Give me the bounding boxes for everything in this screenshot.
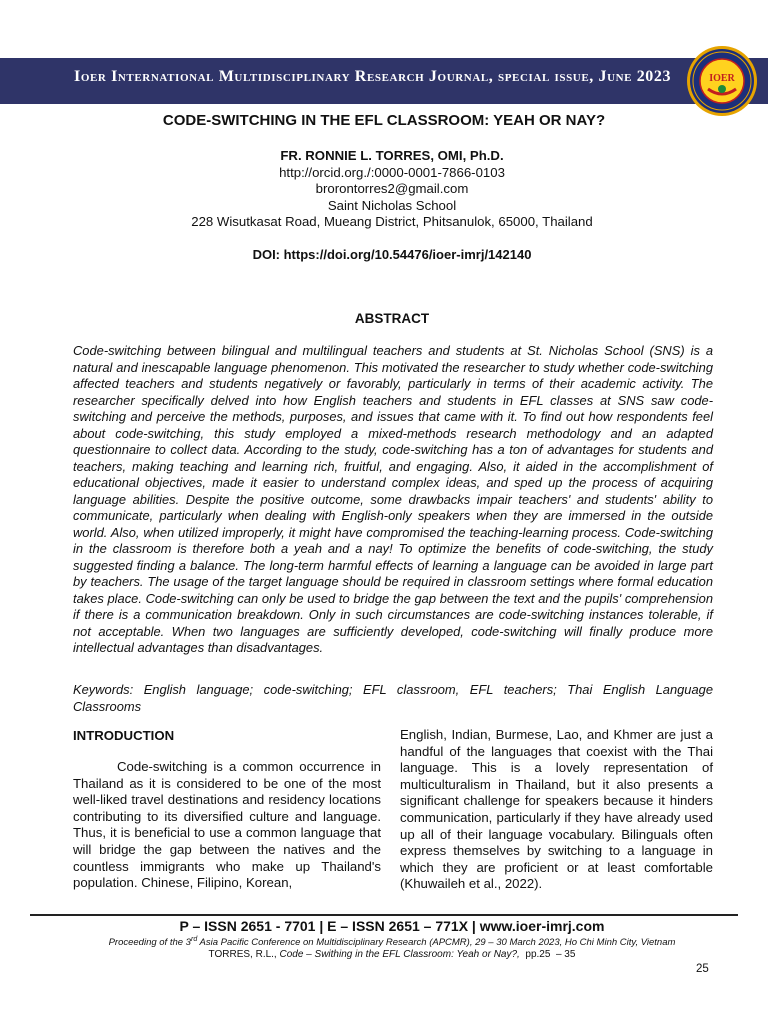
introduction-left-column: Code-switching is a common occurrence in Thailand as it is considered to be one of the most well-liked travel destinations and residency locations contributing to its diversified culture and language. Thus, it is beneficial to use a common language that will bridge the gap between the natives and the countless immigrants who make up Thailand's population. Chinese, Filipino, Korean,	[73, 759, 381, 891]
keywords: Keywords: English language; code-switching; EFL classroom, EFL teachers; Thai English Language Classrooms	[73, 682, 713, 714]
abstract-heading: ABSTRACT	[354, 311, 430, 326]
cite-pages: pp.25 – 35	[519, 949, 576, 960]
author-affiliation: Saint Nicholas School	[327, 197, 457, 213]
cite-author: TORRES, R.L.,	[208, 949, 280, 960]
page-number: 25	[696, 963, 709, 975]
footer-proceeding-line	[0, 936, 768, 948]
proceeding-pre: Proceeding of the 3	[108, 937, 191, 949]
paper-title: CODE-SWITCHING IN THE EFL CLASSROOM: YEAH OR NAY?	[162, 112, 606, 129]
footer-issn-line: P – ISSN 2651 - 7701 | E – ISSN 2651 – 771X | www.ioer-imrj.com	[179, 918, 605, 934]
footer-citation-line	[0, 949, 768, 960]
abstract-body: Code-switching between bilingual and multilingual teachers and students at St. Nicholas School (SNS) is a natural and inescapable language phenomenon. This motivated the researcher to study whether code-switching affected teachers and students negatively or favorably, particularly in terms of their academic activity. The researcher specifically delved into how English teachers and students in EFL classes at SNS saw code-switching and perceive the methods, purposes, and issues that came with it. To find out how respondents feel about code-switching, this study employed a mixed-methods research methodology and an adapted questionnaire to collect data. According to the study, code-switching has a ton of advantages for students and teachers, making teaching and learning rich, fruitful, and engaging. Also, it aided in the accomplishment of educational objectives, made it easier to understand complex ideas, and sped up the process of acquiring language abilities. Despite the positive outcome, some drawbacks impair teachers' and students' ability to communicate, particularly when dealing with English-only speakers when they are immersed in the outside world. Also, when utilized improperly, it might have compromised the teaching-learning process. Code-switching in the classroom is therefore both a yeah and a nay! To optimize the benefits of code-switching, the study suggested finding a balance. The long-term harmful effects of learning a language can be avoided in large part by teachers. The usage of the target language should be required in classroom settings where formal education takes place. Code-switching can only be used to bridge the gap between the text and the pupils' comprehension if there is a communication breakdown. Only in such circumstances are code-switching instances tolerable, if not acceptable. When two languages are sufficiently developed, code-switching will finally produce more intellectual advantages than disadvantages.	[73, 343, 713, 655]
footer-divider	[30, 914, 738, 916]
author-block	[0, 148, 768, 231]
seal-logo-icon	[686, 45, 758, 117]
author-address: 228 Wisutkasat Road, Mueang District, Phitsanulok, 65000, Thailand	[191, 214, 593, 229]
author-orcid: http://orcid.org./:0000-0001-7866-0103	[279, 164, 505, 180]
cite-title: Code – Swithing in the EFL Classroom: Yeah or Nay?,	[279, 949, 520, 960]
author-line	[0, 148, 768, 165]
logo-center-text: IOER	[709, 73, 735, 84]
proceeding-post: Asia Pacific Conference on Multidisciplinary Research (APCMR), 29 – 30 March 2023, Ho Chi Minh City, Vietnam	[197, 937, 676, 949]
proceeding-sup: rd	[190, 936, 198, 943]
author-email: brorontorres2@gmail.com	[315, 181, 469, 196]
author-name: FR. RONNIE L. TORRES	[280, 148, 431, 163]
introduction-heading: INTRODUCTION	[73, 728, 175, 743]
author-suffix: , OMI, Ph.D.	[430, 148, 504, 163]
introduction-right-column: English, Indian, Burmese, Lao, and Khmer are just a handful of the languages that coexist with the Thai language. This is a lovely representation of multiculturalism in Thailand, but it also presents a significant challenge for speakers because it hinders communication, particularly if they have already used up all of their language vocabulary. Bilinguals often express themselves by switching to a language in which they are proficient or at least comfortable (Khuwaileh et al., 2022).	[400, 727, 713, 892]
doi-line: DOI: https://doi.org/10.54476/ioer-imrj/142140	[252, 247, 532, 262]
journal-title: Ioer International Multidisciplinary Research Journal, special issue, June 2023	[74, 68, 672, 85]
